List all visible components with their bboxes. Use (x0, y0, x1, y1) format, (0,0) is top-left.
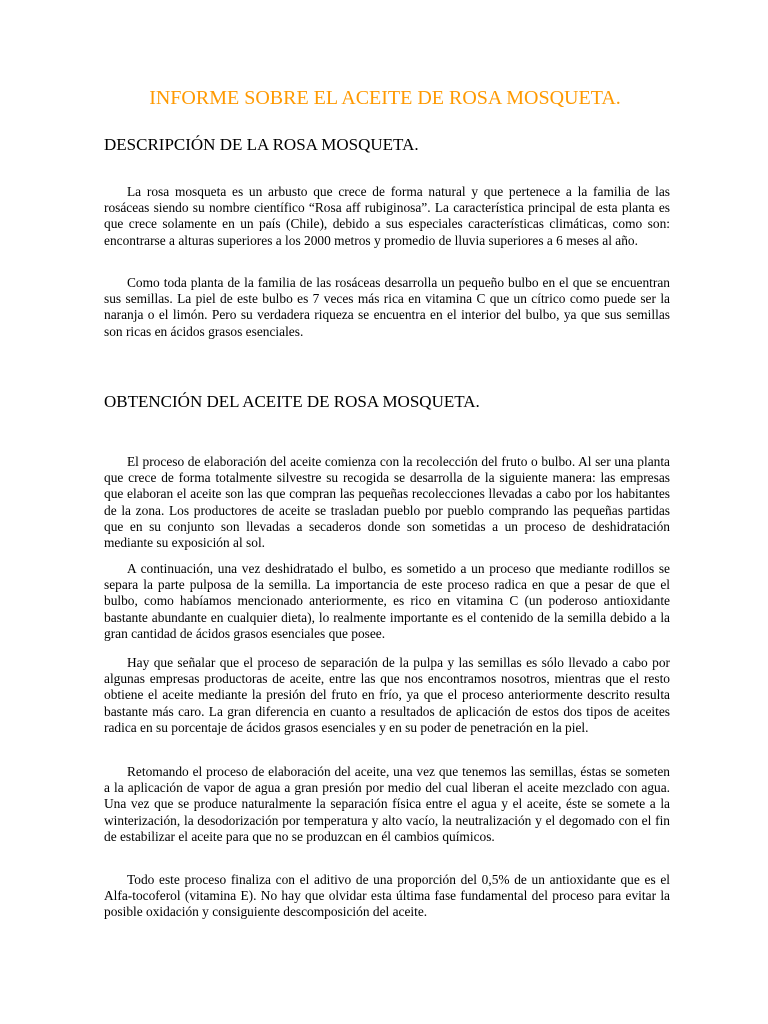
section-heading-descripcion: DESCRIPCIÓN DE LA ROSA MOSQUETA. (104, 135, 419, 154)
paragraph: Como toda planta de la familia de las rosáceas desarrolla un pequeño bulbo en el que se encuentran sus semillas. La piel de este bulbo es 7 veces más rica en vitamina C que un cítrico como puede ser la naranja o el limón. Pero su verdadera riqueza se encuentra en el interior del bulbo, ya que sus semillas son ricas en ácidos grasos esenciales. (104, 275, 670, 339)
paragraph: Hay que señalar que el proceso de separación de la pulpa y las semillas es sólo llevado a cabo por algunas empresas productoras de aceite, entre las que nos encontramos nosotros, mientras que el resto obtiene el aceite mediante la presión del fruto en frío, ya que el proceso anteriormente descrito resulta bastante más caro. La gran diferencia en cuanto a resultados de aplicación de estos dos tipos de aceites radica en su porcentaje de ácidos grasos esenciales y en su poder de penetración en la piel. (104, 655, 670, 735)
paragraph: A continuación, una vez deshidratado el bulbo, es sometido a un proceso que mediante rodillos se separa la parte pulposa de la semilla. La importancia de este proceso radica en que a pesar de que el bulbo, como habíamos mencionado anteriormente, es rico en vitamina C (un poderoso antioxidante bastante abundante en cualquier dieta), lo realmente importante es el contenido de la semilla debido a la gran cantidad de ácidos grasos esenciales que posee. (104, 561, 670, 641)
section-heading-obtencion: OBTENCIÓN DEL ACEITE DE ROSA MOSQUETA. (104, 392, 480, 411)
paragraph: Retomando el proceso de elaboración del aceite, una vez que tenemos las semillas, éstas se someten a la aplicación de vapor de agua a gran presión por medio del cual liberan el aceite mezclado con agua. Una vez que se produce naturalmente la separación física entre el agua y el aceite, éste se somete a la winterización, la desodorización por temperatura y alto vacío, la neutralización y el degomado con el fin de estabilizar el aceite para que no se produzcan en él cambios químicos. (104, 764, 670, 844)
paragraph: El proceso de elaboración del aceite comienza con la recolección del fruto o bulbo. Al ser una planta que crece de forma totalmente silvestre su recogida se desarrolla de la siguiente manera: las empresas que elaboran el aceite son las que compran las pequeñas recolecciones llevadas a cabo por los habitantes de la zona. Los productores de aceite se trasladan pueblo por pueblo comprando las pequeñas partidas que en su conjunto son llevadas a secaderos donde son sometidas a un proceso de deshidratación mediante su exposición al sol. (104, 454, 670, 551)
paragraph: Todo este proceso finaliza con el aditivo de una proporción del 0,5% de un antioxidante que es el Alfa-tocoferol (vitamina E). No hay que olvidar esta última fase fundamental del proceso para evitar la posible oxidación y consiguiente descomposición del aceite. (104, 872, 670, 920)
paragraph: La rosa mosqueta es un arbusto que crece de forma natural y que pertenece a la familia de las rosáceas siendo su nombre científico “Rosa aff rubiginosa”. La característica principal de esta planta es que crece solamente en un país (Chile), debido a sus especiales características climáticas, como son: encontrarse a alturas superiores a los 2000 metros y promedio de lluvia superiores a 6 meses al año. (104, 184, 670, 248)
document-title: INFORME SOBRE EL ACEITE DE ROSA MOSQUETA. (149, 87, 621, 109)
